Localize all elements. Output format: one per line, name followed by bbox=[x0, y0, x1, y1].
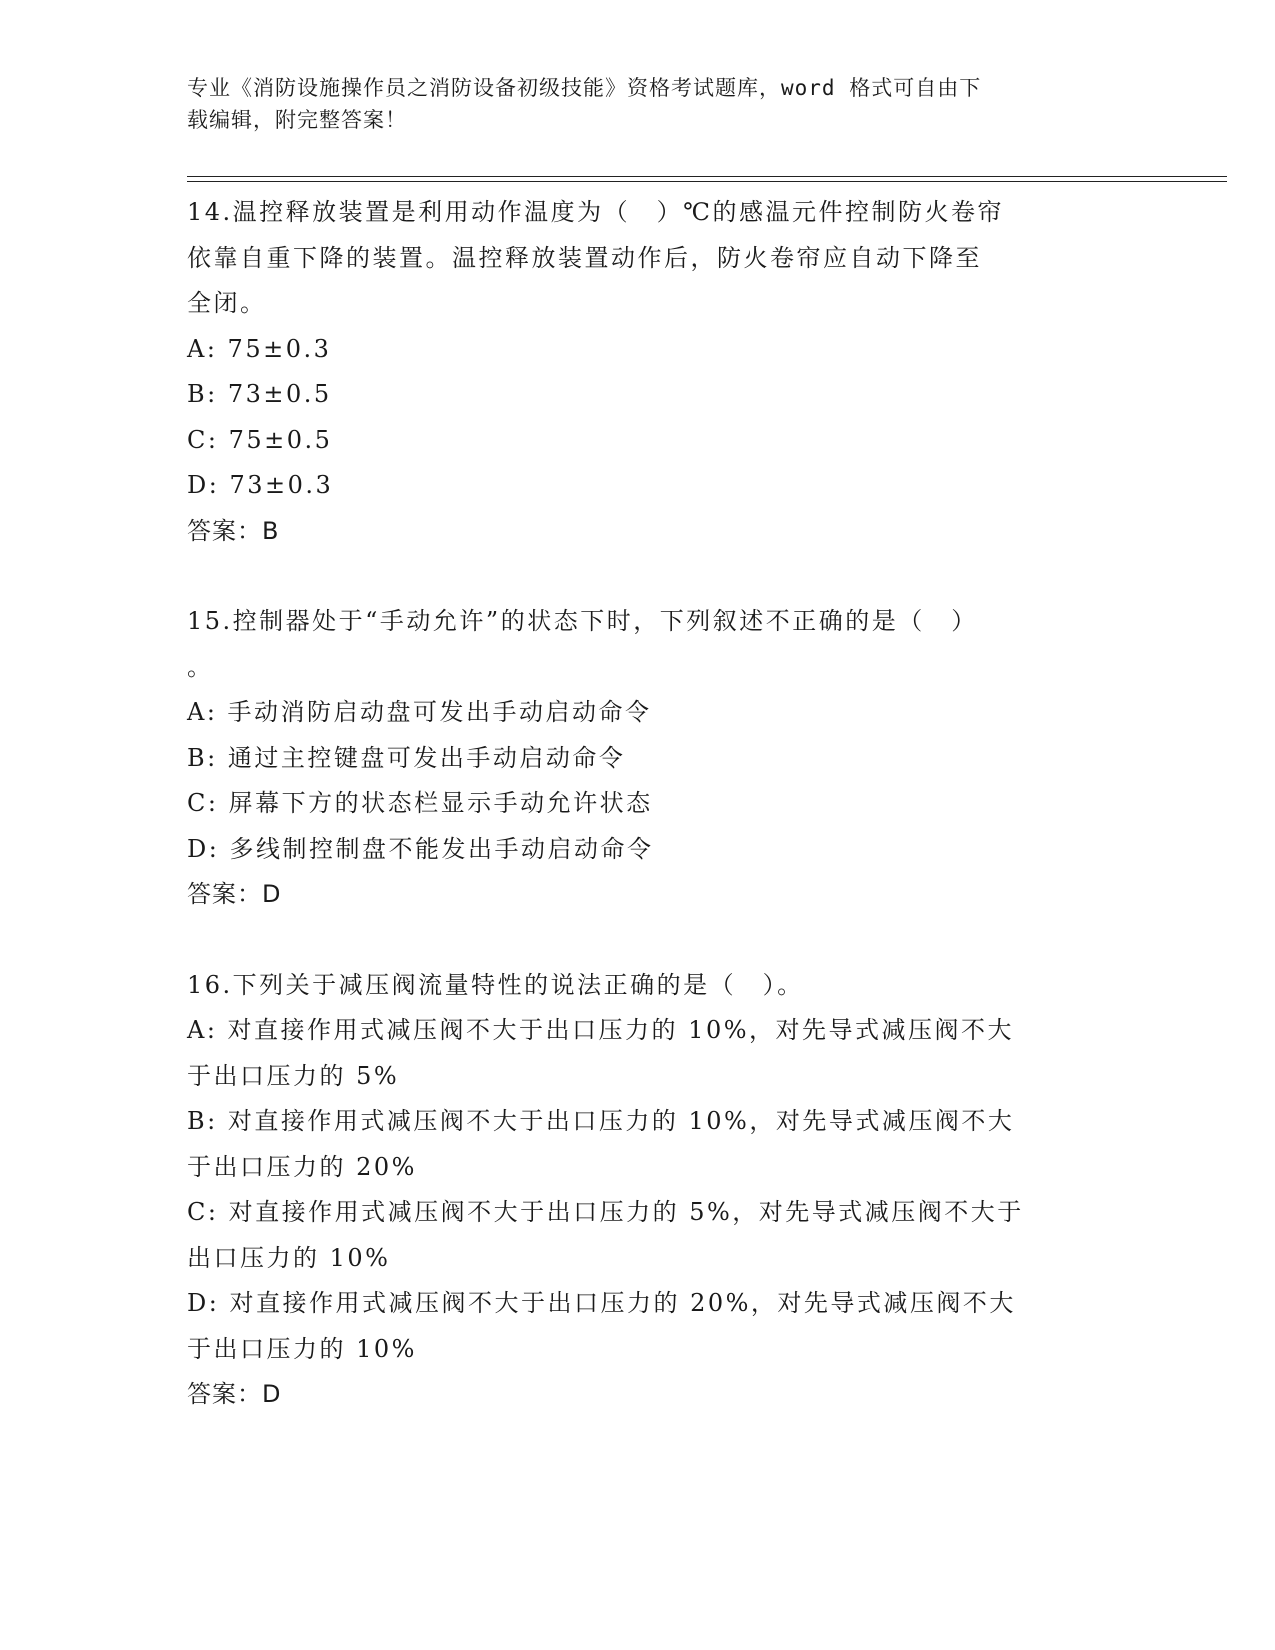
answer-label: 答案：D bbox=[187, 1380, 282, 1408]
option-c: C: 屏幕下方的状态栏显示手动允许状态 bbox=[187, 789, 653, 817]
option-b: B: 通过主控键盘可发出手动启动命令 bbox=[187, 743, 626, 772]
option-c: C: 75±0.5 bbox=[187, 425, 333, 454]
option-d-continued: 于出口压力的 10% bbox=[187, 1334, 417, 1363]
option-c-continued: 出口压力的 10% bbox=[187, 1243, 391, 1272]
option-a: A: 75±0.3 bbox=[187, 334, 332, 363]
question-list bbox=[187, 190, 1227, 1418]
header-line-2: 载编辑，附完整答案！ bbox=[187, 108, 407, 132]
page-header bbox=[187, 72, 1087, 136]
header-divider-bottom bbox=[187, 181, 1227, 182]
question-stem-line: 全闭。 bbox=[187, 289, 267, 317]
question-16 bbox=[187, 963, 1227, 1418]
option-a: A: 对直接作用式减压阀不大于出口压力的 10%，对先导式减压阀不大 bbox=[187, 1016, 1015, 1044]
header-divider-top bbox=[187, 176, 1227, 177]
question-stem-line: 依靠自重下降的装置。温控释放装置动作后，防火卷帘应自动下降至 bbox=[187, 243, 982, 272]
option-b-continued: 于出口压力的 20% bbox=[187, 1152, 417, 1181]
question-15 bbox=[187, 599, 1227, 918]
question-14 bbox=[187, 190, 1227, 554]
option-d: D: 对直接作用式减压阀不大于出口压力的 20%，对先导式减压阀不大 bbox=[187, 1289, 1016, 1317]
option-d: D: 多线制控制盘不能发出手动启动命令 bbox=[187, 834, 654, 863]
option-c: C: 对直接作用式减压阀不大于出口压力的 5%，对先导式减压阀不大于 bbox=[187, 1198, 1024, 1226]
question-stem-line: 15.控制器处于“手动允许”的状态下时，下列叙述不正确的是（ ） bbox=[187, 607, 978, 635]
option-d: D: 73±0.3 bbox=[187, 471, 334, 499]
question-spacer bbox=[187, 918, 1227, 963]
question-stem-line: 16.下列关于减压阀流量特性的说法正确的是（ ）。 bbox=[187, 970, 804, 999]
option-b: B: 对直接作用式减压阀不大于出口压力的 10%，对先导式减压阀不大 bbox=[187, 1107, 1015, 1135]
answer-label: 答案：B bbox=[187, 516, 280, 545]
option-a: A: 手动消防启动盘可发出手动启动命令 bbox=[187, 698, 652, 726]
question-stem-line: 。 bbox=[187, 652, 214, 681]
option-a-continued: 于出口压力的 5% bbox=[187, 1061, 400, 1090]
option-b: B: 73±0.5 bbox=[187, 380, 332, 408]
answer-label: 答案：D bbox=[187, 880, 282, 908]
header-line-1: 专业《消防设施操作员之消防设备初级技能》资格考试题库，word 格式可自由下 bbox=[187, 76, 982, 100]
question-spacer bbox=[187, 554, 1227, 599]
question-stem-line: 14.温控释放装置是利用动作温度为（ ）℃的感温元件控制防火卷帘 bbox=[187, 198, 1005, 226]
